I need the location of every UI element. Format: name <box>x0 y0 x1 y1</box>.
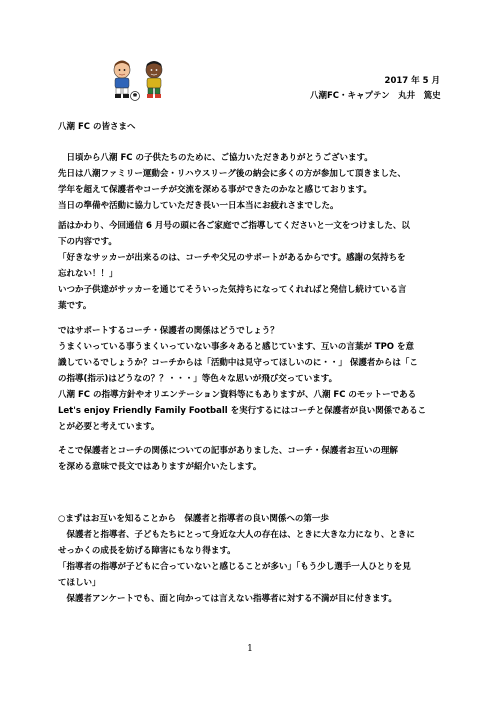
text-line: とが必要と考えています。 <box>58 422 160 432</box>
text-line: 識しているでしょうか？コーチからは「活動中は見守ってほしいのに・・」 保護者からは「こ <box>58 358 418 368</box>
salutation: 八潮 FC の皆さまへ <box>58 122 136 132</box>
paragraph-newsletter-message <box>58 218 442 314</box>
paragraph-first-step <box>58 511 442 607</box>
text-line: Let's enjoy Friendly Family Football を実行するにはコーチと保護者が良い関係であるこ <box>58 406 427 416</box>
page-number: 1 <box>247 644 253 654</box>
text-line: いつか子供達がサッカーを通じてそういった気持ちになってくれればと発信し続けている言 <box>58 285 407 295</box>
text-line: そこで保護者とコーチの関係についての記事がありました、コーチ・保護者お互いの理解 <box>58 446 398 456</box>
paragraph-greeting <box>58 150 442 214</box>
letter-author: 八潮FC・キャプテン 丸井 篤史 <box>310 91 441 101</box>
text-line: てほしい」 <box>58 578 101 588</box>
text-line: 当日の準備や活動に協力していただき長い一日本当にお疲れさまでした。 <box>58 201 339 211</box>
text-line: 保護者アンケートでも、面と向かっては言えない指導者に対する不満が目に付きます。 <box>58 594 397 604</box>
text-line: せっかくの成長を妨げる障害にもなり得ます。 <box>58 546 236 556</box>
letter-date: 2017 年 5 月 <box>384 76 440 86</box>
text-line: 「指導者の指導が子どもに合っていないと感じることが多い」「もう少し選手一人ひとりを見 <box>58 562 411 572</box>
paragraph-coach-parent-relationship <box>58 323 442 435</box>
text-line: うまくいっている事うまくいっていない事多々あると感じています、互いの言葉が TPO を意 <box>58 342 414 352</box>
text-line: 学年を超えて保護者やコーチが交流を深める事ができたのかなと感じております。 <box>58 185 372 195</box>
text-line: ではサポートするコーチ・保護者の関係はどうでしょう？ <box>58 326 279 336</box>
section-heading: ○まずはお互いを知ることから 保護者と指導者の良い関係への第一歩 <box>58 514 329 524</box>
paragraph-article-intro <box>58 443 442 475</box>
text-line: 話はかわり、今回通信 6 月号の頭に各ご家庭でご指導してくださいと一文をつけました、以 <box>58 221 410 231</box>
text-line: 葉です。 <box>58 301 92 311</box>
text-line: 忘れない！！」 <box>58 269 118 279</box>
text-line: 保護者と指導者、子どもたちにとって身近な大人の存在は、ときに大きな力になり、ときに <box>58 530 415 540</box>
text-line: 日頃から八潮 FC の子供たちのために、ご協力いただきありがとうございます。 <box>58 153 373 163</box>
text-line: の指導(指示)はどうなの？？・・・」等色々な思いが飛び交っています。 <box>58 374 338 384</box>
text-line: を深める意味で長文ではありますが紹介いたします。 <box>58 462 262 472</box>
text-line: 八潮 FC の指導方針やオリエンテーション資料等にもありますが、八潮 FC のモットーである <box>58 390 417 400</box>
text-line: 「好きなサッカーが出来るのは、コーチや父兄のサポートがあるからです。感謝の気持ちを <box>58 253 406 263</box>
text-line: 下の内容です。 <box>58 237 117 247</box>
text-line: 先日は八潮ファミリー運動会・リハウスリーグ後の納会に多くの方が参加して頂きました、 <box>58 169 406 179</box>
soccer-kids-illustration <box>102 58 174 102</box>
